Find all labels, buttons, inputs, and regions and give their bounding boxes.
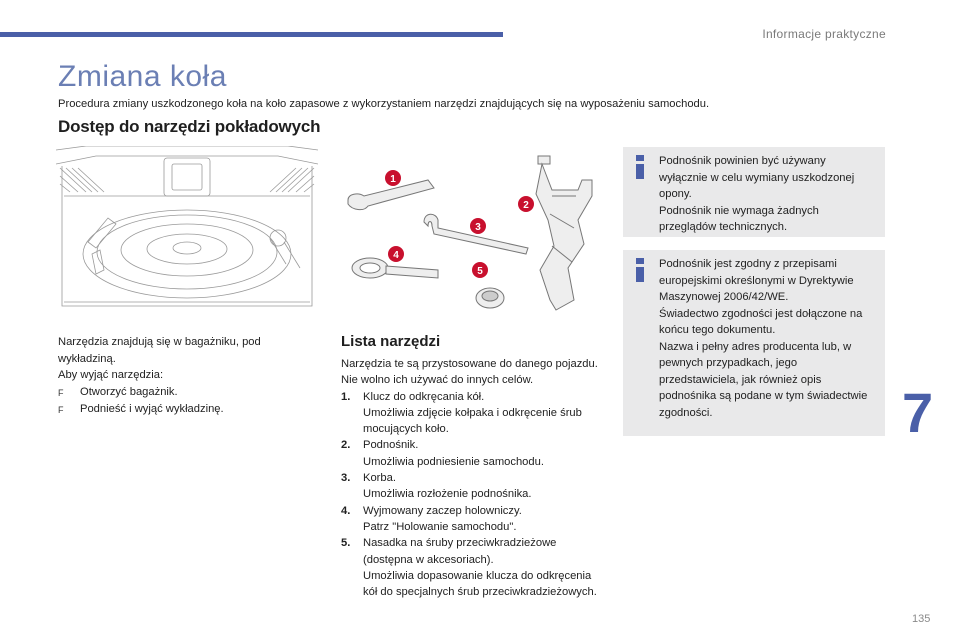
tools-illustration bbox=[338, 150, 600, 320]
page-number: 135 bbox=[912, 613, 931, 625]
list-item: 3. Korba. Umożliwia rozłożenie podnośnika. bbox=[341, 472, 532, 501]
list-item: 2. Podnośnik. Umożliwia podniesienie samochodu. bbox=[341, 439, 544, 468]
sidewall-hatch-left bbox=[60, 168, 104, 192]
section-heading: Dostęp do narzędzi pokładowych bbox=[58, 117, 321, 136]
access-text-line: Aby wyjąć narzędzia: bbox=[58, 369, 164, 381]
info-text: Podnośnik powinien być używany wyłącznie w celu wymiany uszkodzonej opony. Podnośnik nie wymaga żadnych przeglądów technicznych. bbox=[659, 155, 855, 233]
info-icon bbox=[633, 258, 647, 282]
info-icon bbox=[633, 155, 647, 179]
tool-list-intro: Narzędzia te są przystosowane do danego pojazdu. Nie wolno ich używać do innych celów. bbox=[341, 358, 598, 387]
checkbox-bullet-icon: F bbox=[58, 387, 64, 398]
callout-1: 1 bbox=[390, 174, 396, 185]
tool-list-heading: Lista narzędzi bbox=[341, 333, 441, 350]
sidewall-hatch-right bbox=[270, 168, 314, 192]
access-text-line: Narzędzia znajdują się w bagażniku, pod wykładziną. bbox=[58, 336, 261, 365]
page-title: Zmiana koła bbox=[58, 60, 227, 93]
callout-5: 5 bbox=[477, 266, 483, 277]
header-accent-bar bbox=[0, 32, 503, 37]
info-box-conformity bbox=[623, 250, 885, 436]
info-text: Podnośnik jest zgodny z przepisami europejskimi określonymi w Dyrektywie Maszynowej 2006/42/WE. Świadectwo zgodności jest dołączone na końcu tego dokumentu. Nazwa i pełny adres producenta lub, w pewnych przypadkach, jego przedstawiciela, jak również opis podnośnika są podane w tym świadectwie zgodności. bbox=[659, 258, 868, 419]
list-item: 5. Nasadka na śruby przeciwkradzieżowe (dostępna w akcesoriach). Umożliwia dopasowanie klucza do odkręcenia kół do specjalnych śrub przeciwkradzieżowych. bbox=[341, 537, 597, 599]
checkbox-bullet-icon: F bbox=[58, 405, 64, 415]
callout-3: 3 bbox=[475, 222, 481, 233]
trunk-illustration bbox=[56, 146, 318, 324]
callout-4: 4 bbox=[393, 250, 399, 261]
callout-2: 2 bbox=[523, 200, 529, 211]
intro-text: Procedura zmiany uszkodzonego koła na koło zapasowe z wykorzystaniem narzędzi znajdujących się na wyposażeniu samochodu. bbox=[58, 98, 710, 110]
section-header: Informacje praktyczne bbox=[762, 27, 886, 41]
jack bbox=[536, 156, 592, 310]
chapter-number: 7 bbox=[902, 381, 934, 444]
info-box-jack-usage bbox=[623, 147, 885, 237]
list-item: 1. Klucz do odkręcania kół. Umożliwia zdjęcie kołpaka i odkręcenie śrub mocujących koło. bbox=[341, 390, 582, 436]
list-item: 4. Wyjmowany zaczep holowniczy. Patrz "Holowanie samochodu". bbox=[341, 504, 522, 533]
list-item: F Podnieść i wyjąć wykładzinę. bbox=[58, 401, 320, 419]
tool-list bbox=[341, 356, 606, 600]
access-instructions bbox=[58, 334, 320, 419]
list-item: F Otworzyć bagażnik. bbox=[58, 384, 320, 402]
